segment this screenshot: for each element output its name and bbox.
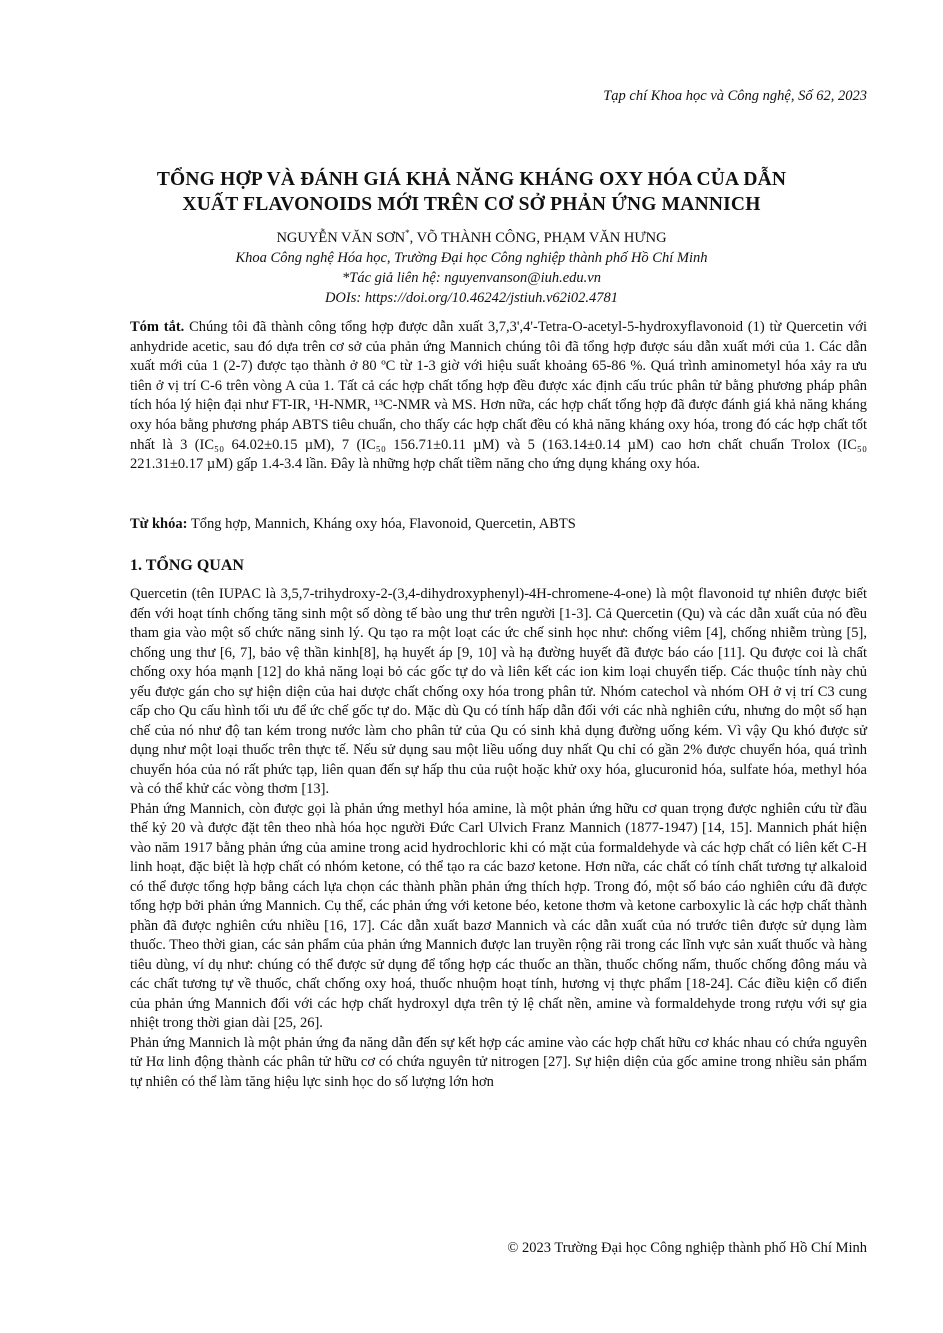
paragraph-1: Quercetin (tên IUPAC là 3,5,7-trihydroxy-2-(3,4-dihydroxyphenyl)-4H-chromene-4-one) là một flavonoid tự nhiên được biết đến với hoạt tính chống tăng sinh một số dòng tế bào ung thư trên người [1-3]. Cả Quercetin (Qu) và các dẫn xuất của nó đều tham gia vào một số chức năng sinh lý. Qu tạo ra một loạt các ức chế sinh học như: chống viêm [4], chống nhiễm trùng [5], chống ung thư [6, 7], bảo vệ thần kinh[8], hạ huyết áp [9, 10] và hạ đường huyết đã được báo cáo [11]. Qu được coi là chất chống oxy hóa mạnh [12] do khả năng loại bỏ các gốc tự do và liên kết các ion kim loại chuyển tiếp. Các thuộc tính này chủ yếu được gán cho sự hiện diện của hai dược chất chống oxy hóa trong phân tử. Nhóm catechol và nhóm OH ở vị trí C3 cung cấp cho Qu cấu hình tối ưu để ức chế gốc tự do. Mặc dù Qu có tính hấp dẫn đối với các nhà nghiên cứu, nhưng do một số hạn chế của nó như độ tan kém trong nước làm cho phân tử của Qu có sinh khả dụng đường uống kém. Vì vậy Qu khó được sử dụng như một loại thuốc trên thực tế. Nếu sử dụng sau một liều uống duy nhất Qu chỉ có gần 2% được chuyển hóa, quá trình chuyển hóa của nó rất phức tạp, liên quan đến sự hấp thu của ruột hoặc khử oxy hóa, glucuronid hóa, sulfate hóa, methyl hóa và có thể khử các vòng thơm [13]. bbox=[130, 586, 867, 797]
section-heading: 1. TỔNG QUAN bbox=[130, 557, 244, 574]
contact-email: *Tác giả liên hệ: nguyenvanson@iuh.edu.vn bbox=[342, 270, 601, 286]
keywords bbox=[130, 516, 867, 533]
title-line-1: TỔNG HỢP VÀ ĐÁNH GIÁ KHẢ NĂNG KHÁNG OXY HÓA CỦA DẪN bbox=[156, 169, 787, 190]
paragraph-3: Phản ứng Mannich là một phản ứng đa năng dẫn đến sự kết hợp các amine vào các hợp chất hữu cơ khác nhau có chứa nguyên tử Hα linh động thành các phân tử hữu cơ có chứa nguyên tử nitrogen [27]. Sự hiện diện của gốc amine trong nhiều sản phẩm tự nhiên có thể làm tăng hiệu lực sinh học do số lượng lớn hơn bbox=[130, 1034, 867, 1090]
authors bbox=[90, 228, 853, 247]
footer-copyright: © 2023 Trường Đại học Công nghiệp thành phố Hồ Chí Minh bbox=[507, 1240, 867, 1256]
abstract-label: Tóm tắt. bbox=[130, 319, 185, 335]
faculty: Khoa Công nghệ Hóa học, Trường Đại học Công nghiệp thành phố Hồ Chí Minh bbox=[235, 250, 708, 266]
corresponding-mark: * bbox=[405, 228, 410, 238]
body-text bbox=[130, 585, 867, 1092]
abstract bbox=[130, 318, 867, 475]
doi: DOIs: https://doi.org/10.46242/jstiuh.v62i02.4781 bbox=[324, 290, 619, 306]
abstract-text: Chúng tôi đã thành công tổng hợp được dẫn xuất 3,7,3',4'-Tetra-O-acetyl-5-hydroxyflavonoid (1) từ Quercetin với anhydride acetic, sau đó dựa trên cơ sở của phản ứng Mannich chúng tôi đã tổng hợp được sáu dẫn xuất mới của 1. Các dẫn xuất mới của 1 (2-7) được tạo thành ở 80 ºC từ 1-3 giờ với hiệu suất khoảng 65-86 %. Quá trình aminometyl hóa xảy ra ưu tiên ở vị trí C-6 trên vòng A của 1. Tất cả các hợp chất tổng hợp đều được xác định cấu trúc phân tử bằng phương pháp phân tích hóa lý hiện đại như FT-IR, ¹H-NMR, ¹³C-NMR và MS. Hơn nữa, các hợp chất tổng hợp đã được đánh giá khả năng kháng oxy hóa bằng phương pháp ABTS tiêu chuẩn, cho thấy các hợp chất đều có khả năng kháng oxy hóa, trong đó các hợp chất tốt nhất là 3 (IC₅₀ 64.02±0.15 µM), 7 (IC₅₀ 156.71±0.11 µM) và 5 (163.14±0.14 µM) cao hơn chất chuẩn Trolox (IC₅₀ 221.31±0.17 µM) gấp 1.4-3.4 lần. Đây là những hợp chất tiềm năng cho ứng dụng kháng oxy hóa. bbox=[130, 319, 867, 473]
title-line-2: XUẤT FLAVONOIDS MỚI TRÊN CƠ SỞ PHẢN ỨNG MANNICH bbox=[182, 194, 761, 215]
paper-title bbox=[110, 167, 833, 217]
keywords-label: Từ khóa: bbox=[130, 516, 188, 532]
keywords-text: Tổng hợp, Mannich, Kháng oxy hóa, Flavonoid, Quercetin, ABTS bbox=[187, 516, 576, 532]
paragraph-2: Phản ứng Mannich, còn được gọi là phản ứng methyl hóa amine, là một phản ứng hữu cơ quan trọng được nghiên cứu từ đầu thế kỷ 20 và được đặt tên theo nhà hóa học người Đức Carl Ulvich Franz Mannich (1877-1947) [14, 15]. Mannich phát hiện vào năm 1917 bằng phản ứng của amine trong acid hydrochloric khi có mặt của formaldehyde và các hợp chất có liên kết C-H linh hoạt, đặc biệt là hợp chất có nhóm ketone, có thể tạo ra các bazơ ketone. Hơn nữa, các chất có tính chất tương tự alkaloid có thể được tổng hợp bằng cách lựa chọn các thành phần phản ứng thích hợp. Trong đó, một số báo cáo nghiên cứu đã được tổng hợp bởi phản ứng Mannich. Cụ thể, các phản ứng với ketone béo, ketone thơm và ketone carboxylic là các hợp chất thành phần đã được nghiên cứu nhiều [16, 17]. Các dẫn xuất bazơ Mannich và các dẫn xuất của nó trước tiên được sử dụng làm thuốc. Theo thời gian, các sản phẩm của phản ứng Mannich được lan truyền rộng rãi trong các lĩnh vực sản xuất thuốc và hàng tiêu dùng, ví dụ như: chúng có thể được sử dụng để tổng hợp các thuốc an thần, thuốc chống nấm, thuốc chống đông máu và các chất tương tự về thuốc, chất chống oxy hoá, thuốc nhuộm hoạt tính, hương vị thực phẩm [18-24]. Các điều kiện cổ điển của phản ứng Mannich đối với các hợp chất hydroxyl dựa trên tỷ lệ chất nền, amine và formaldehyde trong rượu với sự gia nhiệt trong thời gian dài [25, 26]. bbox=[130, 800, 867, 1031]
affiliation bbox=[90, 248, 853, 308]
co-authors: , VÕ THÀNH CÔNG, PHẠM VĂN HƯNG bbox=[409, 229, 667, 246]
author-1: NGUYỄN VĂN SƠN bbox=[276, 229, 406, 246]
journal-header: Tạp chí Khoa học và Công nghệ, Số 62, 2023 bbox=[603, 88, 867, 104]
